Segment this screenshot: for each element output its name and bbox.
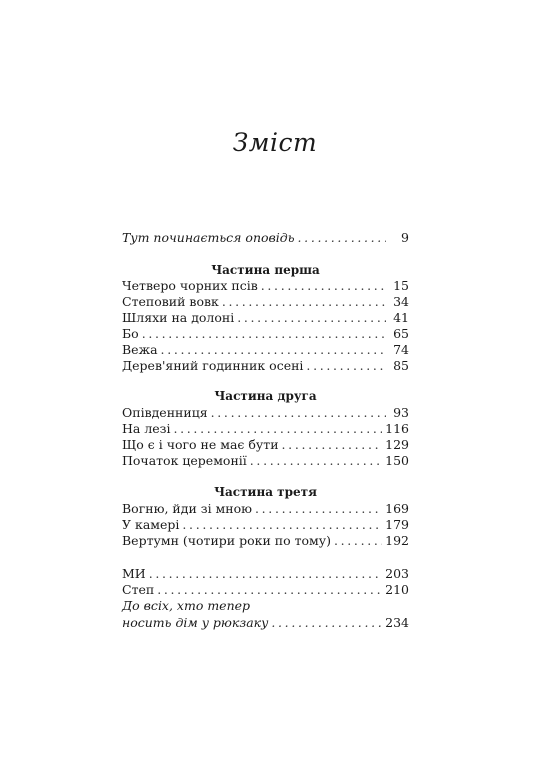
toc-entry-page: 65 — [393, 326, 409, 341]
toc-entry[interactable] — [122, 500, 409, 517]
toc-entry-page: 34 — [393, 294, 409, 309]
toc-entry[interactable] — [122, 293, 409, 310]
toc-entry[interactable] — [122, 357, 409, 374]
leader-dots — [306, 357, 386, 374]
toc-entry-epilogue[interactable] — [122, 614, 409, 631]
toc-entry-title: Тут починається оповідь — [122, 230, 295, 245]
toc-entry-intro[interactable] — [122, 229, 409, 246]
toc-entry[interactable] — [122, 532, 409, 549]
toc-entry-page: 9 — [401, 230, 409, 245]
toc-entry-page: 74 — [393, 342, 409, 357]
leader-dots — [261, 277, 386, 294]
toc-entry-page: 116 — [385, 421, 409, 436]
toc-entry-title: Що є і чого не має бути — [122, 437, 279, 452]
toc-entry[interactable] — [122, 420, 409, 437]
toc-epilogue-line1[interactable]: До всіх, хто тепер — [122, 598, 251, 613]
toc-entry[interactable] — [122, 325, 409, 342]
toc-entry-title: Бо — [122, 326, 139, 341]
toc-entry-title: Опівденниця — [122, 405, 208, 420]
leader-dots — [250, 452, 382, 469]
leader-dots — [298, 229, 386, 246]
leader-dots — [211, 404, 386, 421]
leader-dots — [173, 420, 382, 437]
toc-entry-title: носить дім у рюкзаку — [122, 615, 269, 630]
toc-entry[interactable] — [122, 452, 409, 469]
toc-entry-title: Вогню, йди зі мною — [122, 501, 253, 516]
toc-entry-title: Дерев'яний годинник осені — [122, 358, 304, 373]
toc-entry[interactable] — [122, 277, 409, 294]
toc-entry[interactable] — [122, 581, 409, 598]
leader-dots — [142, 325, 386, 342]
part-heading-2: Частина друга — [214, 389, 317, 403]
toc-entry-page: 179 — [385, 517, 409, 532]
leader-dots — [255, 500, 382, 517]
toc-entry-title: Степ — [122, 582, 155, 597]
toc-entry-title: Шляхи на долоні — [122, 310, 235, 325]
toc-entry[interactable] — [122, 565, 409, 582]
toc-entry-title: Вертумн (чотири роки по тому) — [122, 533, 331, 548]
toc-entry-title: Початок церемонії — [122, 453, 247, 468]
leader-dots — [334, 532, 382, 549]
toc-entry-page: 15 — [393, 278, 409, 293]
leader-dots — [222, 293, 386, 310]
toc-entry-page: 169 — [385, 501, 409, 516]
toc-entry-page: 129 — [385, 437, 409, 452]
toc-entry-title: На лезі — [122, 421, 171, 436]
toc-entry-page: 234 — [385, 615, 409, 630]
toc-entry[interactable] — [122, 436, 409, 453]
toc-entry-title: Четверо чорних псів — [122, 278, 258, 293]
leader-dots — [161, 341, 386, 358]
toc-entry[interactable] — [122, 404, 409, 421]
toc-entry-title: У камері — [122, 517, 180, 532]
toc-entry-title: Степовий вовк — [122, 294, 219, 309]
toc-entry-page: 85 — [393, 358, 409, 373]
toc-entry-title: МИ — [122, 566, 146, 581]
toc-entry-page: 210 — [385, 582, 409, 597]
toc-entry-page: 150 — [385, 453, 409, 468]
toc-entry[interactable] — [122, 341, 409, 358]
leader-dots — [149, 565, 382, 582]
toc-entry-page: 192 — [385, 533, 409, 548]
toc-entry-page: 203 — [385, 566, 409, 581]
leader-dots — [282, 436, 383, 453]
toc-entry[interactable] — [122, 309, 409, 326]
page-title: Зміст — [232, 128, 318, 157]
leader-dots — [237, 309, 386, 326]
leader-dots — [182, 516, 382, 533]
part-heading-3: Частина третя — [214, 485, 317, 499]
leader-dots — [271, 614, 382, 631]
part-heading-1: Частина перша — [211, 263, 320, 277]
leader-dots — [157, 581, 382, 598]
toc-entry-page: 41 — [393, 310, 409, 325]
toc-entry-page: 93 — [393, 405, 409, 420]
toc-entry-title: Вежа — [122, 342, 158, 357]
toc-entry[interactable] — [122, 516, 409, 533]
